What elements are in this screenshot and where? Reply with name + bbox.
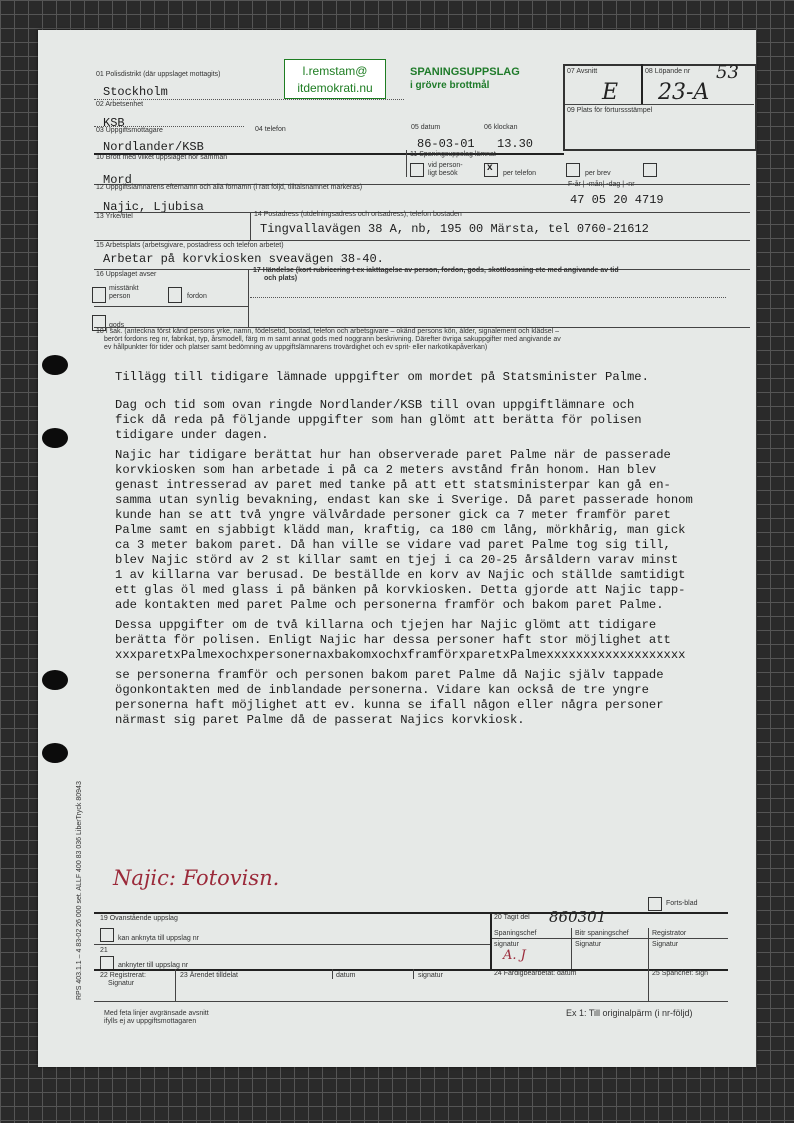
note-line1: Med feta linjer avgränsade avsnitt [104,1010,209,1017]
arbetsenhet-value: KSB [103,116,125,130]
divider [571,928,572,969]
divider [248,269,249,327]
label-signatur-footer: signatur [418,972,443,979]
body-line: närmast sig paret Palme då de passerat Najics korvkiosk. [115,713,525,727]
label-uppgiftslamnare: 12 Uppgiftslämnarens efternamn och alla förnamn (i rätt följd, tilltalsnamnet markeras) [96,184,363,191]
body-line: blev Najic störd av 2 st killar samt en tjej i ca 20-25 årsåldern varav minst [115,553,679,567]
divider [413,969,414,979]
uppgiftslamnare-value: Najic, Ljubisa [103,200,204,214]
field-line [94,306,248,307]
body-line: ade kontakten med paret Palme och personerna framför och bakom paret Palme. [115,598,664,612]
checkbox-21[interactable] [100,956,114,970]
field-line [94,240,750,241]
label-i-sak-3: ev hållpunkter för tider och platser samt bedömning av uppgiftslämnarens trovärdighet och ev sprit- eller narkotikapåverkan) [104,344,488,351]
body-line: korvkiosken som han arbetade i på ca 2 meters avstånd från honom. Han blev [115,463,657,477]
label-tagit-del: 20 Tagit del [494,914,530,921]
punch-hole [42,428,68,448]
label-avsnitt: 07 Avsnitt [567,68,598,75]
arbetsplats-value: Arbetar på korvkiosken sveavägen 38-40. [103,252,384,266]
postadress-value: Tingvallavägen 38 A, nb, 195 00 Märsta, tel 0760-21612 [260,222,649,236]
label-i-sak-2: berört fordons reg nr, fabrikat, typ, årsmodell, färg m m samt annat gods med noggrann beskrivning. Därefter övriga sakuppgifter med angivande av [104,336,561,343]
label-uppslaget-avser: 16 Uppslaget avser [96,271,157,278]
body-line: kunde han se att två yngre välvårdade personer gick ca 7 meter framför paret [115,508,671,522]
label-fardigbearbetat: 24 Färdigbearbetat: datum [494,970,577,977]
label-yrke: 13 Yrke/titel [96,213,133,220]
label-uppgiftsmottagare: 03 Uppgiftsmottagare [96,127,163,134]
field-line [94,944,490,945]
label-datum: 05 datum [411,124,441,131]
label-spaningschef: Spaningschef [494,930,537,937]
checkbox-brev[interactable] [566,163,580,177]
body-line: ett glas öl med glass i på bänken på korvkiosken. Detta gjorde att Najic tapp- [115,583,686,597]
opt-brev: per brev [585,170,611,177]
label-registrator: Registrator [652,930,687,937]
punch-hole [42,743,68,763]
opt-person: misstänkt [109,285,139,292]
opt-gods: gods [109,322,125,329]
checkbox-telefon-mark: x [487,162,493,173]
checkbox-fordon[interactable] [168,287,182,303]
checkbox-forts-blad[interactable] [648,897,662,911]
checkbox-anknyta[interactable] [100,928,114,942]
checkbox-person[interactable] [92,287,106,303]
note-line2: ifylls ej av uppgiftsmottagaren [104,1018,197,1025]
label-handelse: 17 Händelse (kort rubricering t ex iakttagelse av person, fordon, gods, skottlossning etc med angivande av tid [253,267,619,274]
body-line: 1 av killarna var berusad. De beställde en korv av Najic och ställde samtidigt [115,568,686,582]
copy-note: Ex 1: Till originalpärm (i nr-följd) [566,1008,693,1018]
label-fodelse: F-år | -mån| -dag | -nr [568,181,635,188]
watermark-line1: l.remstam@ [302,64,368,78]
opt-fordon: fordon [187,293,207,300]
watermark-line2: itdemokrati.nu [297,81,373,95]
label-telefon: 04 telefon [255,126,286,133]
label-anknyta: kan anknyta till uppslag nr [118,935,199,942]
opt-besok-2: ligt besök [428,170,458,177]
label-spaningsuppslag-lamnat: 11 Spaningsuppslag lämnat [410,151,496,158]
body-line: ögonkontakten med de inblandade personerna. Vidare kan också de tre yngre [115,683,649,697]
body-line: Dag och tid som ovan ringde Nordlander/KSB till ovan uppgiftlämnare och [115,398,635,412]
footer-rule [94,969,728,971]
body-line: Dessa uppgifter om de två killarna och tjejen har Najic glömt att tidigare [115,618,657,632]
label-arbetsenhet: 02 Arbetsenhet [96,101,144,108]
body-line: samma utan synlig bevakning, endast kan ske i Sverige. Då paret passerade honom [115,493,693,507]
label-bitr: Bitr spaningschef [575,930,629,937]
polisdistrikt-value: Stockholm [103,85,168,99]
uppgiftsmottagare-value: Nordlander/KSB [103,140,204,154]
field-line [250,297,726,298]
label-polisdistrikt: 01 Polisdistrikt (där uppslaget mottagits) [96,71,221,78]
field-line [94,99,404,100]
label-signatur-3: Signatur [652,941,679,948]
label-arbetsplats: 15 Arbetsplats (arbetsgivare, postadress och telefon arbetet) [96,242,284,249]
form-title: SPANINGSUPPSLAG [410,66,520,78]
checkbox-besok[interactable] [410,163,424,177]
lopande-nr-value: 23-A [658,80,710,105]
label-postadress: 14 Postadress (utdelningsadress och ortsadress), telefon bostaden [254,211,462,218]
form-subtitle: i grövre brottmål [410,80,490,91]
opt-telefon: per telefon [503,170,537,177]
body-line: Tillägg till tidigare lämnade uppgifter om mordet på Statsminister Palme. [115,370,649,384]
divider [250,212,251,240]
opt-besok: vid person- [428,162,463,169]
body-line: ca 3 meter bakom paret. Då han ville se vidare vad paret Palme tog sig till, [115,538,671,552]
body-line: tidigare under dagen. [115,428,269,442]
label-signatur: signatur [494,941,519,948]
checkbox-extra[interactable] [643,163,657,177]
label-forturs: 09 Plats för förturssstämpel [567,107,653,114]
label-registrerat-sig: Signatur [108,980,135,987]
tagit-del-date: 860301 [549,908,607,926]
label-datum-footer: datum [336,972,356,979]
signature-spaningschef: A. J [503,948,526,963]
divider [648,969,649,1001]
field-line [492,938,728,939]
body-line-struck: xxxparetxPalmexochxpersonernaxbakomxochxframförxparetxPalmexxxxxxxxxxxxxxxxxxx [115,648,686,662]
divider [332,969,333,979]
klockan-value: 13.30 [497,137,534,151]
body-line: Palme samt en sjabbigt klädd man, kraftig, ca 180 cm lång, mörkhårig, man gick [115,523,686,537]
watermark-box [284,59,386,99]
punch-hole [42,670,68,690]
brott-value: Mord [103,173,132,187]
divider [648,928,649,969]
label-brott: 10 Brott med vilket uppslaget hör samman [96,154,228,161]
fodelse-value: 47 05 20 4719 [570,193,664,207]
lopande-extra-number: 53 [716,62,739,83]
divider [175,969,176,1001]
footer-rule [94,1001,728,1002]
label-lopande-nr: 08 Löpande nr [645,68,691,75]
label-klockan: 06 klockan [484,124,518,131]
body-line: genast intresserad av paret med tanke på att ett statsministerpar kan gå en- [115,478,671,492]
divider [490,912,492,969]
label-forts-blad: Forts-blad [666,900,698,907]
label-registrerat: 22 Registrerat: [100,972,146,979]
label-ovanstaende: 19 Ovanstående uppslag [100,915,178,922]
body-line: personerna haft möjlighet att ev. kunna se ifall någon eller några personer [115,698,664,712]
footer-rule [94,912,728,914]
handwritten-note: Najic: Fotovisn. [113,866,280,890]
body-line: Najic har tidigare berättat hur han observerade paret Palme när de passerade [115,448,671,462]
divider [641,64,643,104]
punch-hole [42,355,68,375]
label-21: 21 [100,947,108,954]
avsnitt-value: E [602,80,619,105]
label-handelse-2: och plats) [264,275,298,282]
opt-person-2: person [109,293,131,300]
label-i-sak: 18 I sak. (anteckna först känd persons yrke, namn, födelsetid, bostad, telefon och arbetsgivare – okänd persons kön, ålder, signalement och klädsel – [96,328,560,335]
label-signatur-2: Signatur [575,941,602,948]
label-spanchef: 25 Spanchef: sign [652,970,709,977]
body-line: fick då reda på följande uppgifter som han glömt att berätta för polisen [115,413,642,427]
label-arendet: 23 Ärendet tilldelat [180,972,238,979]
body-line: berätta för polisen. Enligt Najic har dessa personer haft stor möjlighet att [115,633,671,647]
divider [406,150,407,177]
body-line: se personerna framför och personen bakom paret Palme då Najic själv tappade [115,668,664,682]
form-print-code: RPS 403.1.1 – 4 83-02 26 000 set. ALLF 400 83 036 LiberTryck 80943 [76,781,83,1000]
datum-value: 86-03-01 [417,137,475,151]
label-21-sub: anknyter till uppslag nr [118,962,189,969]
